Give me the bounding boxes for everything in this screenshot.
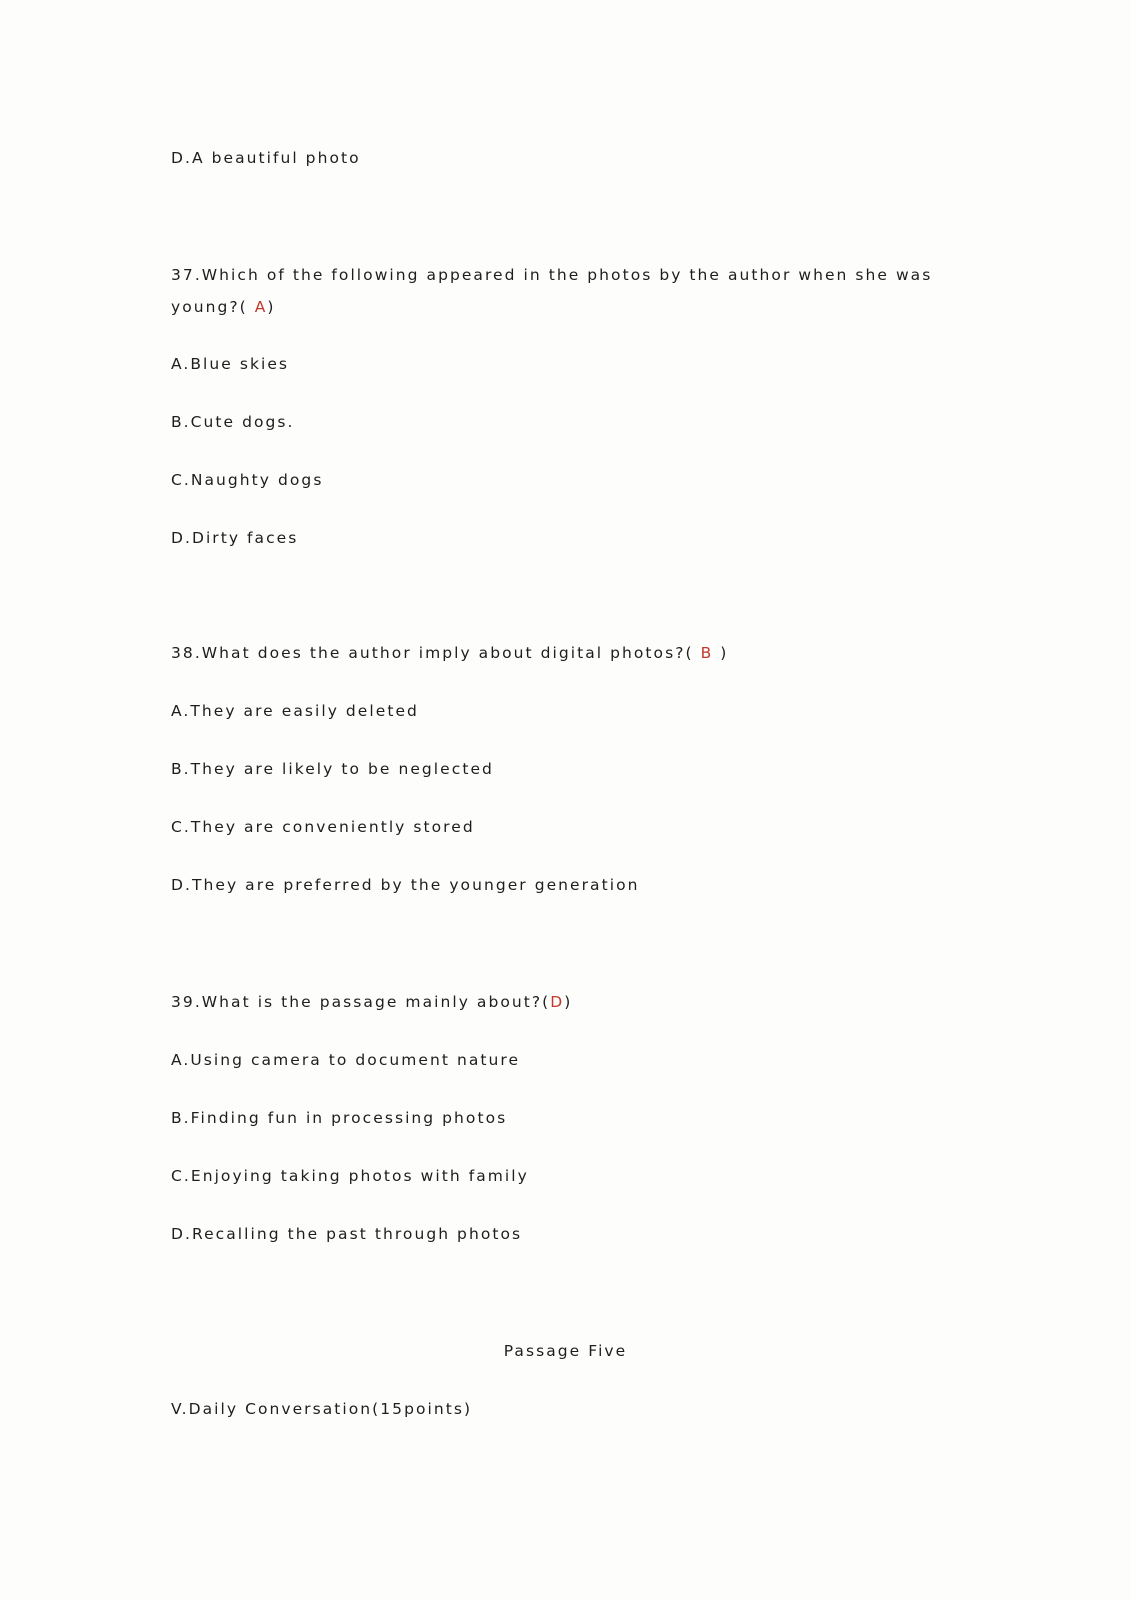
question-39-stem-close: )	[564, 993, 573, 1011]
question-38-option-b: B.They are likely to be neglected	[171, 760, 494, 778]
question-37-option-a: A.Blue skies	[171, 355, 290, 373]
passage-title: Passage Five	[503, 1342, 628, 1360]
question-39-answer: D	[550, 993, 565, 1011]
question-37-stem-line1: 37.Which of the following appeared in the photos by the author when she was	[171, 266, 933, 284]
question-39-option-a: A.Using camera to document nature	[171, 1051, 521, 1069]
question-39-option-c: C.Enjoying taking photos with family	[171, 1167, 529, 1185]
question-38-stem-close: )	[713, 644, 729, 662]
previous-option-d: D.A beautiful photo	[171, 149, 361, 167]
question-39-stem-text: 39.What is the passage mainly about?(	[171, 993, 551, 1011]
question-37-stem-text: young?(	[171, 298, 255, 316]
question-38-stem	[171, 643, 728, 663]
question-38-answer: B	[700, 644, 714, 662]
question-37-stem-close: )	[267, 298, 276, 316]
question-38-option-d: D.They are preferred by the younger generation	[171, 876, 640, 894]
question-38-option-a: A.They are easily deleted	[171, 702, 419, 720]
question-39-stem	[171, 992, 572, 1012]
question-37-option-c: C.Naughty dogs	[171, 471, 324, 489]
question-39-option-d: D.Recalling the past through photos	[171, 1225, 523, 1243]
question-39-option-b: B.Finding fun in processing photos	[171, 1109, 508, 1127]
question-37-option-b: B.Cute dogs.	[171, 413, 295, 431]
question-37-answer: A	[254, 298, 268, 316]
question-38-option-c: C.They are conveniently stored	[171, 818, 475, 836]
question-38-stem-text: 38.What does the author imply about digital photos?(	[171, 644, 701, 662]
question-37-option-d: D.Dirty faces	[171, 529, 299, 547]
section-heading: V.Daily Conversation(15points)	[171, 1400, 473, 1418]
question-37-stem-line2	[171, 297, 276, 317]
